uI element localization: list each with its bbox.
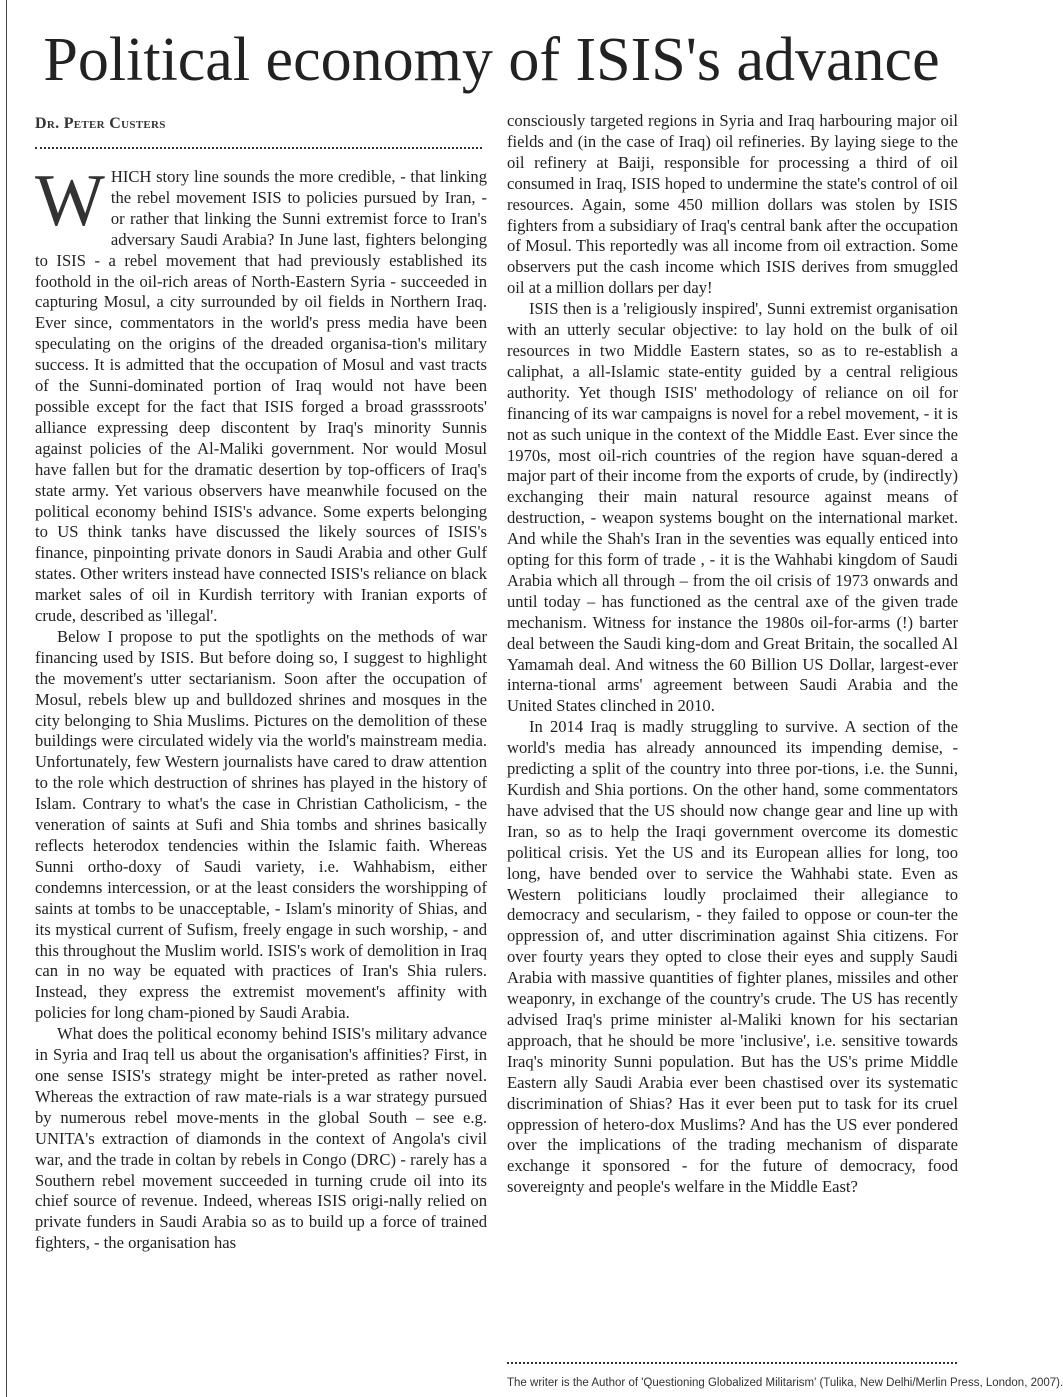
byline-divider xyxy=(35,147,482,149)
footnote-divider xyxy=(507,1362,957,1364)
right-column xyxy=(507,111,958,1356)
author-byline xyxy=(35,115,166,133)
lead-paragraph-text: HICH story line sounds the more credible, - that linking the rebel movement ISIS to policies pursued by Iran, - or rather that linking the Sunni extremist force to Iran's adversary Saudi Arabia? In June last, fighters belonging to ISIS - a rebel movement that had previously established its foothold in the oil-rich areas of North-Eastern Syria - succeeded in capturing Mosul, a city surrounded by oil fields in Northern Iraq. Ever since, commentators in the world's press media have been speculating on the origins of the dreaded organisa-tion's military success. It is admitted that the occupation of Mosul and vast tracts of the Sunni-dominated portion of Iraq would not have been possible except for the fact that ISIS forged a broad grasssroots' alliance expressing deep discontent by Iraq's minority Sunnis against policies of the Al-Maliki government. Nor would Mosul have fallen but for the dramatic desertion by top-officers of Iraq's state army. Yet various observers have meanwhile focused on the political economy behind ISIS's advance. Some experts belonging to US think tanks have discussed the likely sources of ISIS's finance, pinpointing private donors in Saudi Arabia and other Gulf states. Other writers instead have connected ISIS's reliance on black market sales of oil in Kurdish territory with Iranian exports of crude, described as 'illegal'. xyxy=(35,167,487,626)
paragraph-3-continued: consciously targeted regions in Syria and Iraq harbouring major oil fields and (in the case of Iraq) oil refineries. By laying siege to the oil refinery at Baiji, responsible for processing a third of oil consumed in Iraq, ISIS hoped to undermine the state's control of oil resources. Again, some 450 million dollars was stolen by ISIS fighters from a subsidiary of Iraq's central bank after the occupation of Mosul. This reportedly was all income from oil extraction. Some observers put the cash income which ISIS derives from smuggled oil at a million dollars per day! xyxy=(507,111,958,298)
lead-paragraph xyxy=(35,160,487,627)
paragraph-5: In 2014 Iraq is madly struggling to survive. A section of the world's media has already announced its impending demise, - predicting a split of the country into three por-tions, i.e. the Sunni, Kurdish and Shia portions. On the other hand, some commentators have advised that the US should now change gear and line up with Iran, so as to help the Iraqi government overcome its domestic political crisis. Yet the US and its European allies for long, too long, have bended over to service the Wahhabi state. Even as Western politicians loudly proclaimed their allegiance to democracy and secularism, - they failed to oppose or coun-ter the oppression of, and utter discrimination against Shia citizens. For over fourty years they opted to close their eyes and supply Saudi Arabia with massive quantities of fighter planes, missiles and other weaponry, in exchange of the country's crude. The US has recently advised Iraq's prime minister al-Maliki known for his sectarian approach, that he should be more 'inclusive', i.e. sensitive towards Iraq's minority Sunni population. But has the US's prime Middle Eastern ally Saudi Arabia ever been chastised over its systematic discrimination of Shias? Has it ever been put to task for its cruel oppression of hetero-dox Muslims? And has the US ever pondered over the implications of the trading mechanism of disparate exchange it sponsored - for the future of democracy, food sovereignty and people's welfare in the Middle East? xyxy=(507,717,958,1197)
paragraph-2: Below I propose to put the spotlights on the methods of war financing used by ISIS. But before doing so, I suggest to highlight the movement's utter sectarianism. Soon after the occupation of Mosul, rebels blew up and bulldozed shrines and mosques in the city belonging to Shia Muslims. Pictures on the demolition of these buildings were circulated widely via the world's mainstream media. Unfortunately, few Western journalists have cared to draw attention to the role which destruction of shrines has played in the history of Islam. Contrary to what's the case in Christian Catholicism, - the veneration of saints at Sufi and Shia tombs and shrines basically reflects heterodox tendencies within the Islamic faith. Whereas Sunni ortho-doxy of Saudi variety, i.e. Wahhabism, either condemns intercession, or at the least considers the worshipping of saints at tombs to be unacceptable, - Islam's minority of Shias, and its mystical current of Sufism, freely engage in such worship, - and this throughout the Muslim world. ISIS's work of demolition in Iraq can in no way be equated with practices of Iran's Shia rulers. Instead, they express the extremist movement's affinity with policies for long cham-pioned by Saudi Arabia. xyxy=(35,626,487,1023)
left-column xyxy=(35,160,487,1397)
paragraph-4: ISIS then is a 'religiously inspired', Sunni extremist organisation with an utterly secular objective: to lay hold on the bulk of oil resources in two Middle Eastern states, so as to re-establish a caliphat, a all-Islamic state-entity guided by a central religious authority. Yet though ISIS' methodology of reliance on oil for financing of its war campaigns is novel for a rebel movement, - it is not as such unique in the context of the Middle East. Ever since the 1970s, most oil-rich countries of the region have squan-dered a major part of their income from the exports of crude, by (indirectly) exchanging their main natural resource against means of destruction, - weapon systems bought on the international market. And while the Shah's Iran in the seventies was equally enticed into opting for this form of trade , - it is the Wahhabi kingdom of Saudi Arabia which all through – from the oil crisis of 1973 onwards and until today – has functioned as the central axe of the given trade mechanism. Witness for instance the 1980s oil-for-arms (!) barter deal between the Saudi king-dom and Great Britain, the socalled Al Yamamah deal. And witness the 60 Billion US Dollar, largest-ever interna-tional arms' agreement between Saudi Arabia and the United States clinched in 2010. xyxy=(507,299,958,716)
author-footnote: The writer is the Author of 'Questioning Globalized Militarism' (Tulika, New Delhi/Merlin Press, London, 2007). xyxy=(507,1377,1063,1389)
page-edge-rule xyxy=(6,0,7,1397)
article-title: Political economy of ISIS's advance xyxy=(43,26,940,94)
drop-cap: W xyxy=(35,160,105,242)
paragraph-3: What does the political economy behind ISIS's military advance in Syria and Iraq tell us about the organisation's affinities? First, in one sense ISIS's strategy might be inter-preted as rather novel. Whereas the extraction of raw mate-rials is a war strategy pursued by numerous rebel move-ments in the global South – see e.g. UNITA's extraction of diamonds in the context of Angola's civil war, and the trade in coltan by rebels in Congo (DRC) - rarely has a Southern rebel movement succeeded in turning crude oil into its chief source of revenue. Indeed, whereas ISIS origi-nally relied on private funders in Saudi Arabia so as to build up a force of trained fighters, - the organisation has xyxy=(35,1024,487,1253)
author-name: Dr. Peter Custers xyxy=(35,115,166,132)
